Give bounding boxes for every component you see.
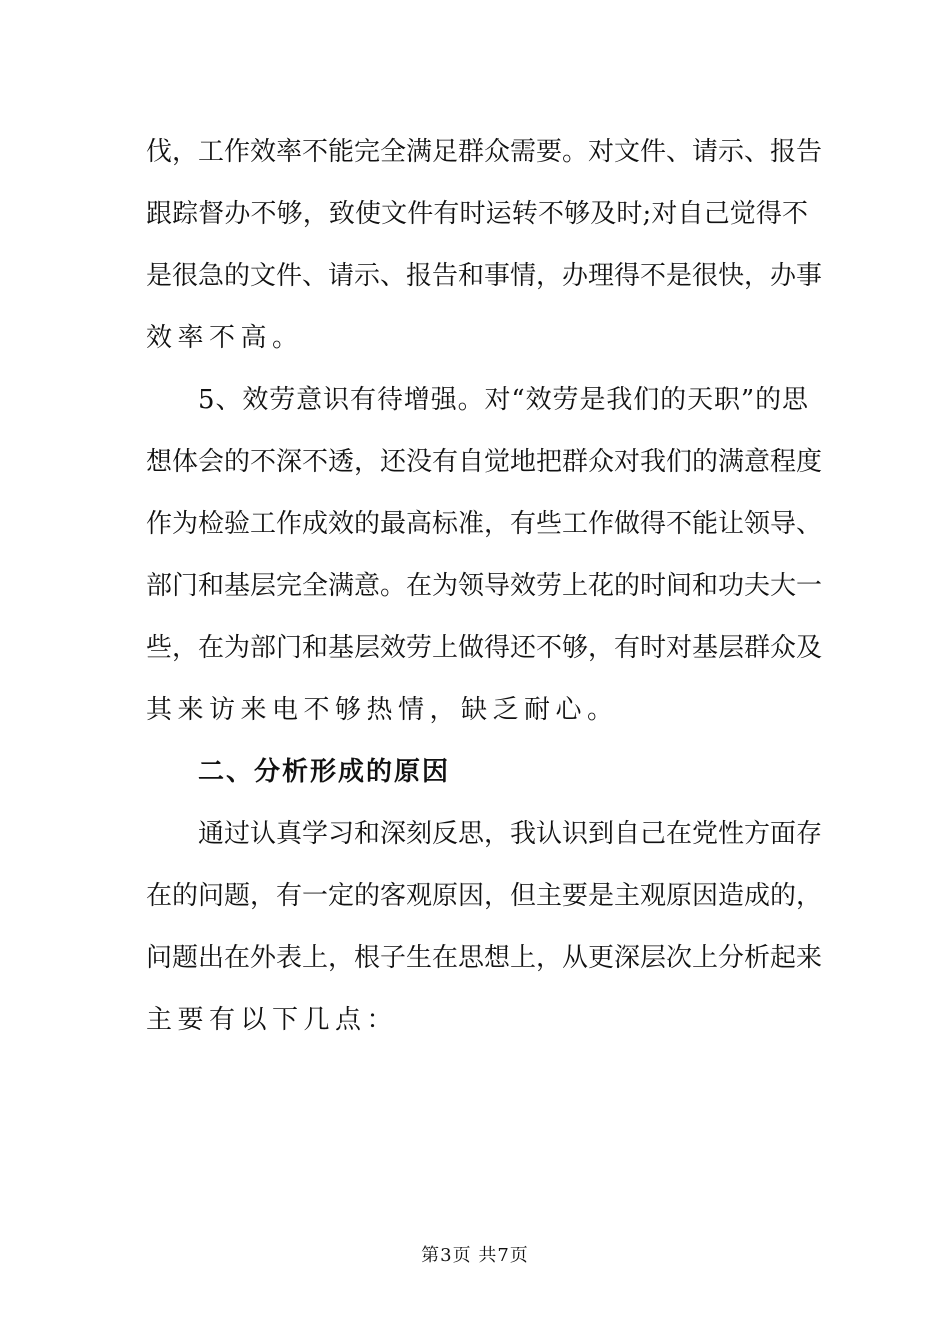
text-line: 想体会的不深不透，还没有自觉地把群众对我们的满意程度 — [146, 447, 823, 477]
text-line: 通过认真学习和深刻反思，我认识到自己在党性方面存 — [198, 819, 823, 849]
text-line: 主要有以下几点： — [146, 1005, 399, 1035]
text-line: 在的问题，有一定的客观原因，但主要是主观原因造成的， — [146, 881, 823, 911]
text-line: 5、效劳意识有待增强。对“效劳是我们的天职”的思 — [198, 385, 808, 415]
text-line: 部门和基层完全满意。在为领导效劳上花的时间和功夫大一 — [146, 571, 823, 601]
text-line: 效率不高。 — [146, 323, 304, 353]
text-line: 跟踪督办不够，致使文件有时运转不够及时;对自己觉得不 — [146, 199, 808, 229]
text-line: 是很急的文件、请示、报告和事情，办理得不是很快，办事 — [146, 261, 823, 291]
page-number-footer: 第3页 共7页 — [421, 1245, 529, 1266]
text-line: 作为检验工作成效的最高标准，有些工作做得不能让领导、 — [146, 509, 823, 539]
text-line: 些，在为部门和基层效劳上做得还不够，有时对基层群众及 — [146, 633, 823, 663]
text-line: 伐，工作效率不能完全满足群众需要。对文件、请示、报告 — [146, 137, 823, 167]
text-line: 问题出在外表上，根子生在思想上，从更深层次上分析起来 — [146, 943, 823, 973]
document-body — [146, 128, 823, 1058]
section-heading: 二、分析形成的原因 — [198, 757, 451, 787]
text-line: 其来访来电不够热情，缺乏耐心。 — [146, 695, 619, 725]
